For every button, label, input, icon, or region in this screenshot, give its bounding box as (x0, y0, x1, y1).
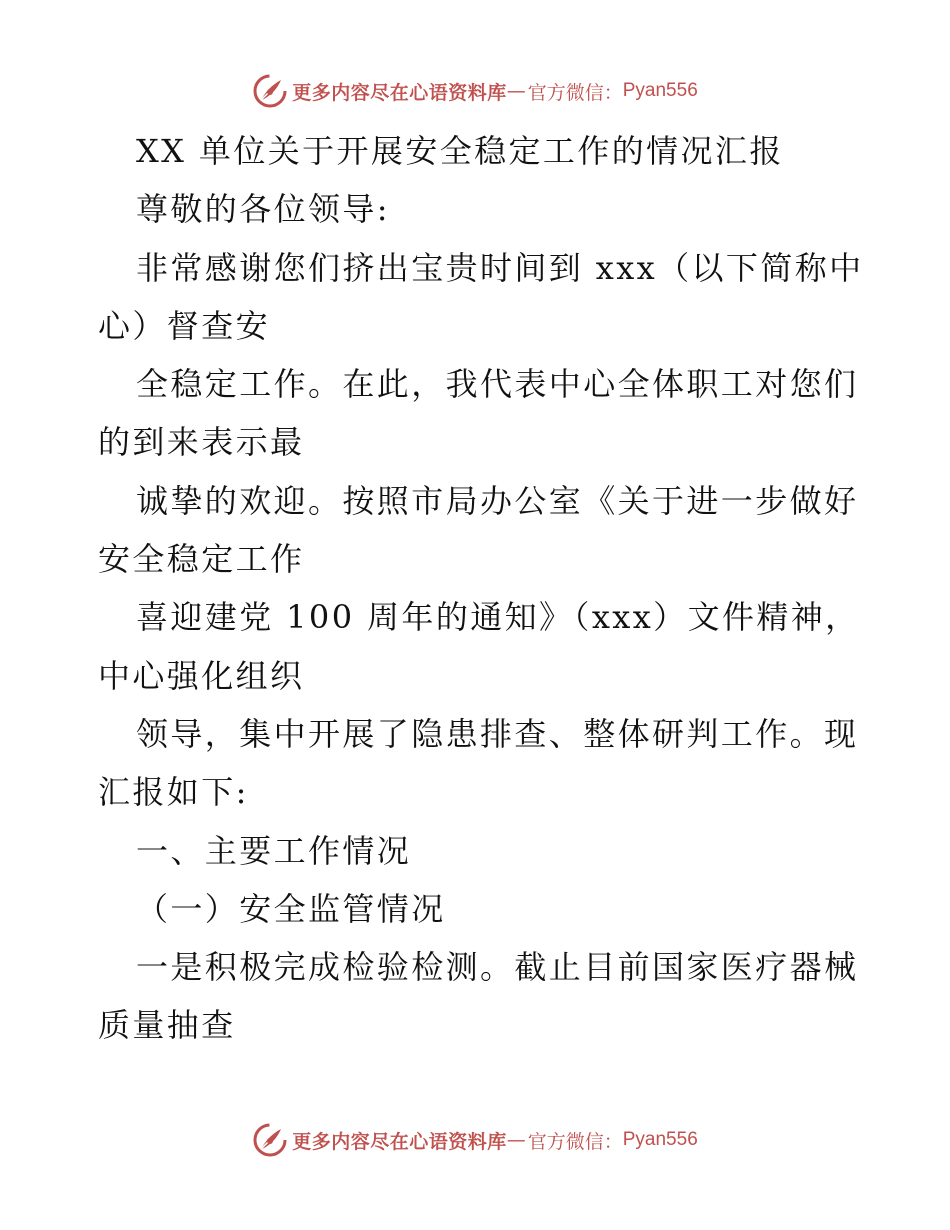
paragraph-line: 领导，集中开展了隐患排查、整体研判工作。现 (136, 714, 859, 753)
watermark-text: 更多内容尽在心语资料库 (292, 81, 507, 104)
watermark-wechat-label: 官方微信： (527, 1130, 623, 1153)
paragraph-line: 喜迎建党 100 周年的通知》（xxx）文件精神， (136, 598, 860, 637)
watermark-wechat-id: Pyan556 (622, 1129, 698, 1150)
paragraph-line: 一是积极完成检验检测。截止目前国家医疗器械 (136, 948, 859, 987)
subsection-heading: （一）安全监管情况 (136, 889, 446, 928)
paragraph-line: 诚挚的欢迎。按照市局办公室《关于进一步做好 (136, 481, 859, 520)
paragraph-line: 全稳定工作。在此，我代表中心全体职工对您们 (136, 365, 859, 404)
paragraph-line: 质量抽查 (98, 1006, 236, 1045)
footer-watermark (0, 1120, 950, 1160)
watermark-dash: — (506, 1129, 526, 1151)
watermark-text: 更多内容尽在心语资料库 (292, 1130, 507, 1153)
paragraph-line: 安全稳定工作 (98, 540, 305, 579)
feather-pen-logo-icon (252, 1122, 288, 1158)
paragraph-line: 非常感谢您们挤出宝贵时间到 xxx（以下简称中 (136, 248, 864, 287)
feather-pen-logo-icon (252, 73, 288, 109)
section-heading: 一、主要工作情况 (136, 831, 412, 870)
paragraph-line: 心）督查安 (98, 306, 271, 345)
watermark-dash: — (506, 80, 526, 102)
salutation: 尊敬的各位领导: (136, 190, 390, 229)
document-body (98, 122, 864, 1055)
watermark-wechat-id: Pyan556 (622, 80, 698, 101)
watermark-wechat-label: 官方微信： (527, 81, 623, 104)
paragraph-line: 汇报如下: (98, 773, 249, 812)
document-title: XX 单位关于开展安全稳定工作的情况汇报 (136, 132, 784, 170)
paragraph-line: 中心强化组织 (98, 656, 305, 695)
header-watermark (0, 71, 950, 111)
paragraph-line: 的到来表示最 (98, 423, 305, 462)
